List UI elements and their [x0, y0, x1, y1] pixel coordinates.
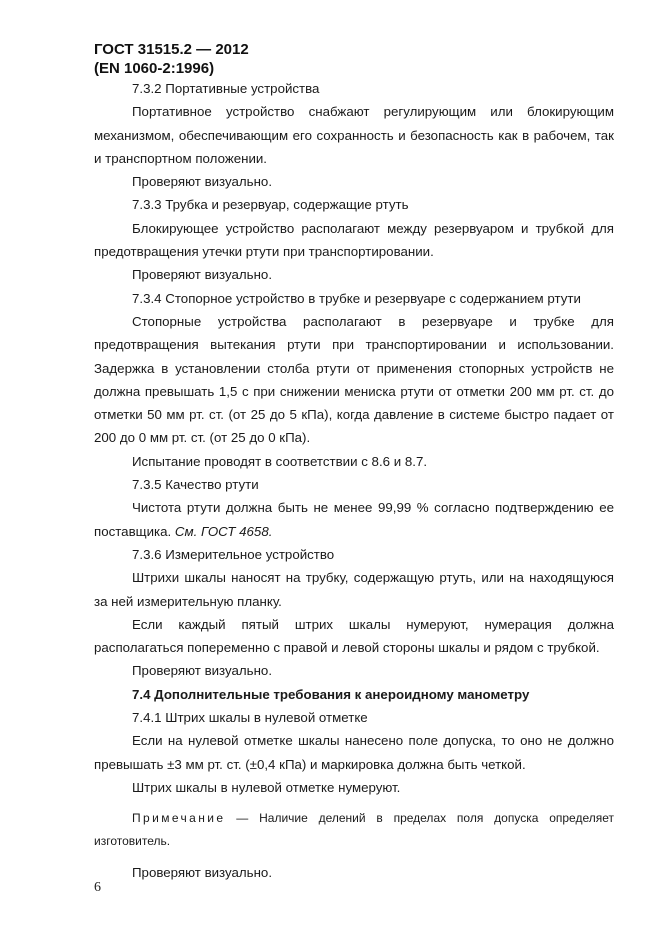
section-7-3-6-title: 7.3.6 Измерительное устройство: [132, 546, 335, 562]
note-label: Примечание: [132, 811, 226, 826]
section-7-4-1-title: 7.4.1 Штрих шкалы в нулевой отметке: [132, 710, 368, 726]
page-number: 6: [94, 880, 101, 895]
standard-number: ГОСТ 31515.2 — 2012: [94, 41, 249, 58]
section-7-3-5-text: [94, 496, 614, 543]
document-header: [94, 40, 249, 78]
section-7-3-4-test: Испытание проводят в соответствии с 8.6 и 8.7.: [132, 453, 428, 469]
section-7-3-6-check: Проверяют визуально.: [132, 663, 273, 679]
section-7-3-4-title: 7.3.4 Стопорное устройство в трубке и резервуаре с содержанием ртути: [132, 290, 581, 306]
section-7-3-6-text-2: Если каждый пятый штрих шкалы нумеруют, нумерация должна располагаться попеременно с правой и левой стороны шкалы и рядом с трубкой.: [94, 616, 614, 656]
standard-equivalent: (EN 1060-2:1996): [94, 60, 215, 77]
section-7-3-2-check: Проверяют визуально.: [132, 174, 273, 190]
section-7-3-2-title: 7.3.2 Портативные устройства: [132, 81, 320, 96]
document-body: [94, 77, 614, 885]
section-7-3-6-text-1: Штрихи шкалы наносят на трубку, содержащую ртуть, или на находящуюся за ней измерительную планку.: [94, 570, 614, 609]
section-7-4-1-text-2: Штрих шкалы в нулевой отметке нумеруют.: [132, 779, 401, 795]
section-7-3-5-reference: См. ГОСТ 4658.: [174, 523, 273, 539]
section-7-4-1-check: Проверяют визуально.: [132, 865, 273, 881]
section-7-3-5-text-main: Чистота ртути должна быть не менее 99,99 % согласно подтверждению ее поставщика.: [94, 500, 614, 539]
section-7-4-1-text-1: Если на нулевой отметке шкалы нанесено поле допуска, то оно не должно превышать ±3 мм рт. ст. (±0,4 кПа) и маркировка должна быть четкой.: [94, 733, 614, 772]
note-text: — Наличие делений в пределах поля допуска определяет изготовитель.: [94, 811, 614, 849]
section-7-3-5-title: 7.3.5 Качество ртути: [132, 477, 259, 493]
section-7-3-3-check: Проверяют визуально.: [132, 267, 273, 283]
note: [94, 807, 614, 853]
section-7-3-2-text: Портативное устройство снабжают регулирующим или блокирующим механизмом, обеспечивающим его сохранность и безопасность как в рабочем, так и транспортном положении.: [94, 104, 614, 166]
section-7-4-title: 7.4 Дополнительные требования к анероидному манометру: [132, 686, 530, 702]
section-7-3-3-text: Блокирующее устройство располагают между резервуаром и трубкой для предотвращения утечки ртути при транспортировании.: [94, 220, 614, 260]
section-7-3-3-title: 7.3.3 Трубка и резервуар, содержащие ртуть: [132, 197, 409, 213]
section-7-3-4-text: Стопорные устройства располагают в резервуаре и трубке для предотвращения вытекания ртути при транспортировании и использовании. Задержка в установлении столба ртути от применения стопорных устройств не должна превышать 1,5 с при снижении мениска ртути от отметки 200 мм рт. ст. до отметки 50 мм рт. ст. (от 25 до 5 кПа), когда давление в системе быстро падает от 200 до 0 мм рт. ст. (от 25 до 0 кПа).: [94, 313, 614, 446]
